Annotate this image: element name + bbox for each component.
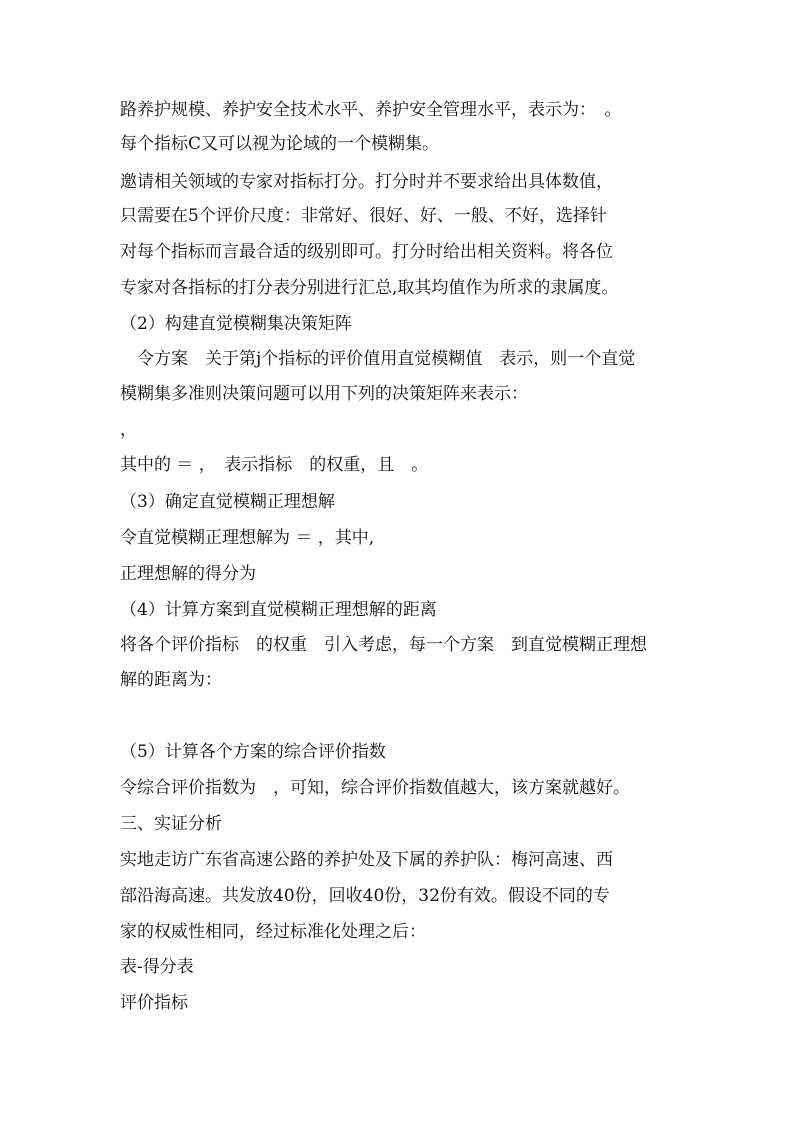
text-line: 路养护规模、养护安全技术水平、养护安全管理水平，表示为： 。 — [120, 100, 622, 120]
section-heading: 三、实证分析 — [120, 814, 222, 834]
text-line: 其中的 ＝ ， 表示指标 的权重，且 。 — [120, 455, 429, 475]
text-line: 只需要在5个评价尺度：非常好、很好、好、一般、不好，选择针 — [120, 206, 607, 226]
text-line: 令综合评价指数为 ，可知，综合评价指数值越大，该方案就越好。 — [120, 778, 630, 798]
text-line: 将各个评价指标 的权重 引入考虑，每一个方案 到直觉模糊正理想 — [120, 635, 647, 655]
text-line: 专家对各指标的打分表分别进行汇总,取其均值作为所求的隶属度。 — [120, 278, 619, 298]
text-line: 对每个指标而言最合适的级别即可。打分时给出相关资料。将各位 — [120, 242, 613, 262]
section-heading: （4）计算方案到直觉模糊正理想解的距离 — [120, 600, 437, 620]
text-line: 家的权威性相同，经过标准化处理之后： — [120, 922, 426, 942]
text-line: 令方案 关于第j个指标的评价值用直觉模糊值 表示，则一个直觉 — [120, 349, 636, 369]
text-line: 模糊集多准则决策问题可以用下列的决策矩阵来表示： — [120, 384, 528, 404]
text-line: 解的距离为： — [120, 670, 222, 690]
section-heading: （2）构建直觉模糊集决策矩阵 — [120, 314, 352, 334]
table-header-cell: 评价指标 — [120, 993, 188, 1013]
text-line: 邀请相关领域的专家对指标打分。打分时并不要求给出具体数值， — [120, 172, 613, 192]
section-heading: （3）确定直觉模糊正理想解 — [120, 492, 335, 512]
text-line: ， — [120, 420, 137, 440]
text-line: 正理想解的得分为 — [120, 564, 256, 584]
table-caption: 表-得分表 — [120, 957, 194, 977]
text-line: 实地走访广东省高速公路的养护处及下属的养护队：梅河高速、西 — [120, 850, 613, 870]
section-heading: （5）计算各个方案的综合评价指数 — [120, 742, 386, 762]
text-line: 每个指标C又可以视为论域的一个模糊集。 — [120, 134, 440, 154]
text-line: 令直觉模糊正理想解为 ＝ ，其中, — [120, 528, 375, 548]
text-line: 部沿海高速。共发放40份，回收40份，32份有效。假设不同的专 — [120, 886, 610, 906]
